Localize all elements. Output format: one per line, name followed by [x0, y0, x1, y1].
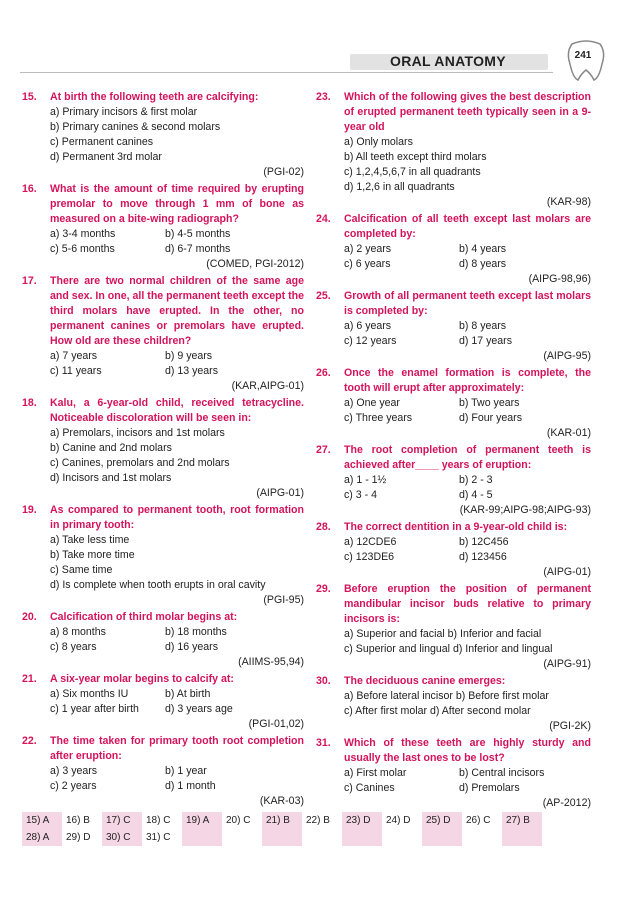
- option-row: [22, 702, 304, 717]
- answer-row: [22, 829, 598, 846]
- option: b) 8 years: [459, 320, 507, 332]
- option: a) 2 years: [344, 243, 392, 255]
- option-row: [316, 488, 591, 503]
- question-stem: [22, 90, 304, 105]
- question: [316, 674, 591, 734]
- question-number: 27.: [316, 444, 331, 456]
- option: a) Before lateral incisor b) Before first molar: [344, 690, 549, 702]
- answer-cell: 25) D: [422, 812, 462, 829]
- option: d) 1 month: [165, 780, 216, 792]
- option: a) Only molars: [344, 136, 413, 148]
- option: d) 8 years: [459, 258, 507, 270]
- answer-cell: 23) D: [342, 812, 382, 829]
- question: [316, 443, 591, 518]
- answer-cell: 15) A: [22, 812, 62, 829]
- option: a) 12CDE6: [344, 536, 397, 548]
- question-number: 28.: [316, 521, 331, 533]
- option: b) 18 months: [165, 626, 227, 638]
- question-text: Which of these teeth are highly sturdy and usually the last ones to be lost?: [344, 737, 591, 764]
- option: c) Canines, premolars and 2nd molars: [50, 457, 230, 469]
- option-row: [22, 349, 304, 364]
- option-row: [22, 779, 304, 794]
- question-number: 16.: [22, 183, 37, 195]
- option: b) 9 years: [165, 350, 213, 362]
- question: [22, 396, 304, 501]
- option-row: [316, 242, 591, 257]
- tooth-icon: [564, 38, 608, 84]
- answer-cell: [182, 829, 222, 846]
- answer-cell: 22) B: [302, 812, 342, 829]
- option: c) 5-6 months: [50, 243, 115, 255]
- answer-cell: [422, 829, 462, 846]
- answer-cell: 17) C: [102, 812, 142, 829]
- question: [316, 90, 591, 210]
- option: c) 1,2,4,5,6,7 in all quadrants: [344, 166, 481, 178]
- option: b) 1 year: [165, 765, 207, 777]
- option: a) 3 years: [50, 765, 98, 777]
- question-text: At birth the following teeth are calcifying:: [50, 91, 259, 103]
- question-text: The root completion of permanent teeth is achieved after____ years of eruption:: [344, 444, 591, 471]
- exam-reference: (PGI-02): [263, 166, 304, 178]
- option: a) Primary incisors & first molar: [50, 106, 198, 118]
- option: a) 6 years: [344, 320, 392, 332]
- option: d) Incisors and 1st molars: [50, 472, 172, 484]
- option-row: [316, 396, 591, 411]
- option-row: [316, 550, 591, 565]
- question-stem: [22, 610, 304, 625]
- answer-cell: 27) B: [502, 812, 542, 829]
- question-text: Before eruption the position of permanent mandibular incisor buds relative to primary incisors is:: [344, 583, 591, 625]
- answer-cell: [542, 812, 582, 829]
- option: a) 8 months: [50, 626, 106, 638]
- left-column: [22, 90, 304, 811]
- option: c) 11 years: [50, 365, 102, 377]
- question-number: 31.: [316, 737, 331, 749]
- exam-reference: (KAR-01): [546, 427, 591, 439]
- answer-cell: [542, 829, 582, 846]
- question-stem: [316, 212, 591, 242]
- option: d) 4 - 5: [459, 489, 493, 501]
- option: a) First molar: [344, 767, 407, 779]
- question-stem: [22, 274, 304, 349]
- exam-reference: (AIPG-95): [543, 350, 591, 362]
- option: c) 12 years: [344, 335, 397, 347]
- question-text: What is the amount of time required by erupting premolar to move through 1 mm of bone as measured on a bite-wing radiograph?: [50, 183, 304, 225]
- exam-reference: (AIIMS-95,94): [238, 656, 304, 668]
- question-number: 26.: [316, 367, 331, 379]
- option: b) 4-5 months: [165, 228, 231, 240]
- answer-key: [22, 812, 598, 846]
- answer-cell: 18) C: [142, 812, 182, 829]
- option: d) Premolars: [459, 782, 520, 794]
- option: c) Same time: [50, 564, 113, 576]
- answer-cell: 29) D: [62, 829, 102, 846]
- answer-cell: 20) C: [222, 812, 262, 829]
- option: b) 4 years: [459, 243, 507, 255]
- exam-reference: (KAR-99;AIPG-98;AIPG-93): [459, 504, 591, 516]
- exam-reference: (AIPG-01): [256, 487, 304, 499]
- exam-reference: (PGI-01,02): [248, 718, 304, 730]
- answer-cell: 26) C: [462, 812, 502, 829]
- question: [316, 582, 591, 672]
- answer-cell: 19) A: [182, 812, 222, 829]
- question-stem: [22, 182, 304, 227]
- question-number: 22.: [22, 735, 37, 747]
- answer-cell: 16) B: [62, 812, 102, 829]
- question: [316, 736, 591, 811]
- answer-row: [22, 812, 598, 829]
- option-row: [22, 640, 304, 655]
- option: b) Primary canines & second molars: [50, 121, 221, 133]
- question-text: The deciduous canine emerges:: [344, 675, 506, 687]
- option-row: [22, 764, 304, 779]
- question-text: Once the enamel formation is complete, the tooth will erupt after approximately:: [344, 367, 591, 394]
- question-text: Calcification of all teeth except last molars are completed by:: [344, 213, 591, 240]
- option: b) At birth: [165, 688, 211, 700]
- option: d) Four years: [459, 412, 522, 424]
- option: c) Superior and lingual d) Inferior and lingual: [344, 643, 553, 655]
- question: [22, 734, 304, 809]
- question: [316, 520, 591, 580]
- option: d) 1,2,6 in all quadrants: [344, 181, 455, 193]
- question-number: 29.: [316, 583, 331, 595]
- option-row: [22, 625, 304, 640]
- option: a) Take less time: [50, 534, 130, 546]
- question-text: The time taken for primary tooth root completion after eruption:: [50, 735, 304, 762]
- question: [316, 366, 591, 441]
- option-row: [316, 781, 591, 796]
- option: c) 1 year after birth: [50, 703, 139, 715]
- option: a) 1 - 1½: [344, 474, 387, 486]
- option-row: [316, 411, 591, 426]
- question-text: Growth of all permanent teeth except last molars is completed by:: [344, 290, 591, 317]
- exam-reference: (AP-2012): [542, 797, 591, 809]
- option: d) Permanent 3rd molar: [50, 151, 162, 163]
- question-text: There are two normal children of the same age and sex. In one, all the permanent teeth except the third molars have erupted. In the other, no permanent canines or premolars have erupted. How old are these children?: [50, 275, 304, 347]
- option: d) 17 years: [459, 335, 512, 347]
- answer-cell: [302, 829, 342, 846]
- option: c) After first molar d) After second molar: [344, 705, 531, 717]
- chapter-title: ORAL ANATOMY: [390, 53, 506, 69]
- option: a) 7 years: [50, 350, 98, 362]
- question-number: 21.: [22, 673, 37, 685]
- option: c) Permanent canines: [50, 136, 154, 148]
- exam-reference: (AIPG-98,96): [528, 273, 591, 285]
- question: [22, 274, 304, 394]
- exam-reference: (AIPG-01): [543, 566, 591, 578]
- option: b) Canine and 2nd molars: [50, 442, 172, 454]
- option-row: [22, 687, 304, 702]
- option: d) 13 years: [165, 365, 218, 377]
- answer-cell: [342, 829, 382, 846]
- page-number: 241: [574, 50, 592, 61]
- question-stem: [316, 674, 591, 689]
- answer-cell: 24) D: [382, 812, 422, 829]
- question-number: 24.: [316, 213, 331, 225]
- answer-cell: [502, 829, 542, 846]
- exam-reference: (KAR-03): [259, 795, 304, 807]
- question-text: As compared to permanent tooth, root formation in primary tooth:: [50, 504, 304, 531]
- question-text: Calcification of third molar begins at:: [50, 611, 238, 623]
- question: [22, 672, 304, 732]
- exam-reference: (KAR-98): [546, 196, 591, 208]
- question: [22, 182, 304, 272]
- option-row: [22, 242, 304, 257]
- option: b) 12C456: [459, 536, 509, 548]
- question-number: 18.: [22, 397, 37, 409]
- answer-cell: 30) C: [102, 829, 142, 846]
- question-stem: [316, 736, 591, 766]
- option-row: [316, 766, 591, 781]
- exam-reference: (AIPG-91): [543, 658, 591, 670]
- option: b) All teeth except third molars: [344, 151, 487, 163]
- option: b) Take more time: [50, 549, 135, 561]
- question-number: 30.: [316, 675, 331, 687]
- question: [22, 503, 304, 608]
- question-text: A six-year molar begins to calcify at:: [50, 673, 234, 685]
- question-stem: [316, 520, 591, 535]
- option: c) 123DE6: [344, 551, 395, 563]
- question-number: 25.: [316, 290, 331, 302]
- option: a) One year: [344, 397, 400, 409]
- option: c) Three years: [344, 412, 413, 424]
- question-stem: [316, 443, 591, 473]
- option: c) 2 years: [50, 780, 97, 792]
- answer-cell: [222, 829, 262, 846]
- question-stem: [316, 582, 591, 627]
- question-number: 23.: [316, 91, 331, 103]
- question-stem: [22, 503, 304, 533]
- question: [22, 610, 304, 670]
- question: [316, 289, 591, 364]
- option: b) Two years: [459, 397, 520, 409]
- option-row: [316, 473, 591, 488]
- answer-cell: 28) A: [22, 829, 62, 846]
- option-row: [316, 319, 591, 334]
- question-stem: [316, 90, 591, 135]
- question-number: 19.: [22, 504, 37, 516]
- option-row: [22, 364, 304, 379]
- right-column: [316, 90, 591, 813]
- question-stem: [316, 366, 591, 396]
- option: d) 16 years: [165, 641, 218, 653]
- answer-cell: [382, 829, 422, 846]
- option-row: [316, 257, 591, 272]
- option-row: [316, 535, 591, 550]
- question-stem: [22, 396, 304, 426]
- option: a) 3-4 months: [50, 228, 116, 240]
- answer-cell: [262, 829, 302, 846]
- question-stem: [22, 734, 304, 764]
- exam-reference: (KAR,AIPG-01): [231, 380, 304, 392]
- question-number: 20.: [22, 611, 37, 623]
- option: d) Is complete when tooth erupts in oral cavity: [50, 579, 266, 591]
- question: [316, 212, 591, 287]
- option: d) 3 years age: [165, 703, 233, 715]
- exam-reference: (COMED, PGI-2012): [206, 258, 304, 270]
- option: c) 8 years: [50, 641, 97, 653]
- option: b) 2 - 3: [459, 474, 493, 486]
- question-text: The correct dentition in a 9-year-old child is:: [344, 521, 568, 533]
- header-rule: [20, 72, 553, 73]
- option: a) Six months IU: [50, 688, 129, 700]
- question-stem: [22, 672, 304, 687]
- option-row: [316, 334, 591, 349]
- page-header: [20, 50, 618, 74]
- answer-cell: [462, 829, 502, 846]
- question-number: 15.: [22, 91, 37, 103]
- option: c) 6 years: [344, 258, 391, 270]
- option: b) Central incisors: [459, 767, 545, 779]
- answer-cell: 31) C: [142, 829, 182, 846]
- option: d) 123456: [459, 551, 507, 563]
- question-stem: [316, 289, 591, 319]
- answer-cell: 21) B: [262, 812, 302, 829]
- option: c) 3 - 4: [344, 489, 377, 501]
- question-text: Kalu, a 6-year-old child, received tetracycline. Noticeable discoloration will be seen in:: [50, 397, 304, 424]
- question: [22, 90, 304, 180]
- option-row: [22, 227, 304, 242]
- exam-reference: (PGI-95): [263, 594, 304, 606]
- option: a) Superior and facial b) Inferior and facial: [344, 628, 542, 640]
- question-text: Which of the following gives the best description of erupted permanent teeth typically seen in a 9-year old: [344, 91, 591, 133]
- question-number: 17.: [22, 275, 37, 287]
- option: d) 6-7 months: [165, 243, 231, 255]
- option: a) Premolars, incisors and 1st molars: [50, 427, 225, 439]
- exam-reference: (PGI-2K): [549, 720, 591, 732]
- option: c) Canines: [344, 782, 395, 794]
